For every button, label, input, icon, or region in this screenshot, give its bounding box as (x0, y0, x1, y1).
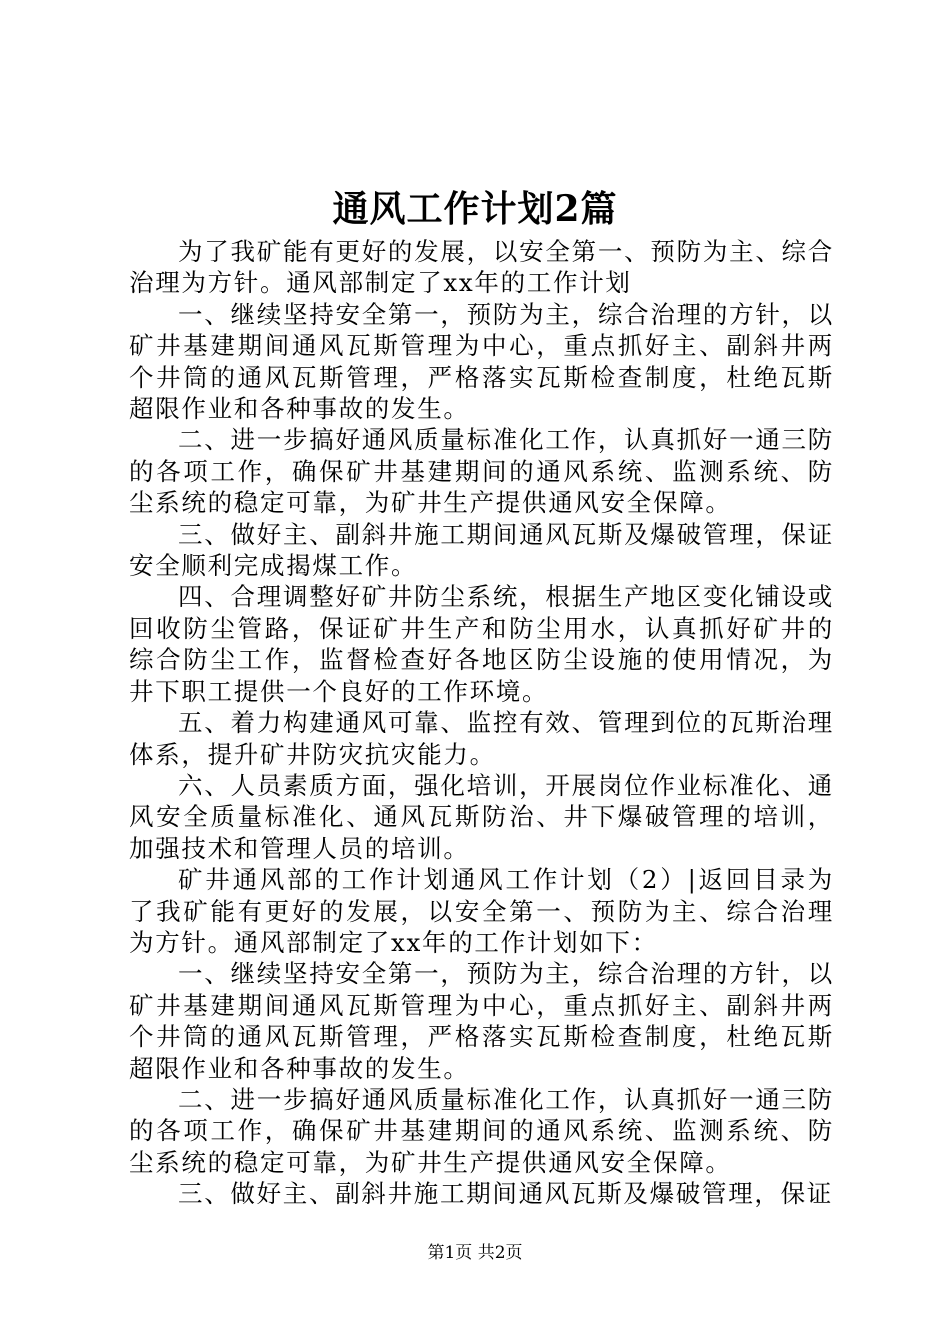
document-title: 通风工作计划2篇 (332, 188, 618, 230)
paragraph: 四、合理调整好矿井防尘系统，根据生产地区变化铺设或回收防尘管路，保证矿井生产和防尘用水，认真抓好矿井的综合防尘工作，监督检查好各地区防尘设施的使用情况，为井下职工提供一个良好的工作环境。 (129, 582, 834, 706)
paragraph: 五、着力构建通风可靠、监控有效、管理到位的瓦斯治理体系，提升矿井防灾抗灾能力。 (129, 708, 834, 769)
page-footer: 第1页 共2页 (427, 1243, 523, 1263)
paragraph: 二、进一步搞好通风质量标准化工作，认真抓好一通三防的各项工作，确保矿井基建期间的通风系统、监测系统、防尘系统的稳定可靠，为矿井生产提供通风安全保障。 (129, 1084, 834, 1177)
paragraph: 一、继续坚持安全第一，预防为主，综合治理的方针，以矿井基建期间通风瓦斯管理为中心，重点抓好主、副斜井两个井筒的通风瓦斯管理，严格落实瓦斯检查制度，杜绝瓦斯超限作业和各种事故的发生。 (129, 299, 834, 424)
paragraph: 二、进一步搞好通风质量标准化工作，认真抓好一通三防的各项工作，确保矿井基建期间的通风系统、监测系统、防尘系统的稳定可靠，为矿井生产提供通风安全保障。 (129, 425, 834, 518)
paragraph: 三、做好主、副斜井施工期间通风瓦斯及爆破管理，保证 (178, 1179, 833, 1209)
paragraph: 为了我矿能有更好的发展，以安全第一、预防为主、综合治理为方针。通风部制定了xx年的工作计划 (129, 237, 834, 298)
paragraph: 矿井通风部的工作计划通风工作计划（2）|返回目录为了我矿能有更好的发展，以安全第一、预防为主、综合治理为方针。通风部制定了xx年的工作计划如下： (129, 865, 834, 957)
document-body (129, 236, 834, 1210)
paragraph: 六、人员素质方面，强化培训，开展岗位作业标准化、通风安全质量标准化、通风瓦斯防治、井下爆破管理的培训，加强技术和管理人员的培训。 (129, 770, 834, 863)
paragraph: 三、做好主、副斜井施工期间通风瓦斯及爆破管理，保证安全顺利完成揭煤工作。 (129, 519, 834, 581)
paragraph: 一、继续坚持安全第一，预防为主，综合治理的方针，以矿井基建期间通风瓦斯管理为中心，重点抓好主、副斜井两个井筒的通风瓦斯管理，严格落实瓦斯检查制度，杜绝瓦斯超限作业和各种事故的发生。 (129, 959, 834, 1083)
